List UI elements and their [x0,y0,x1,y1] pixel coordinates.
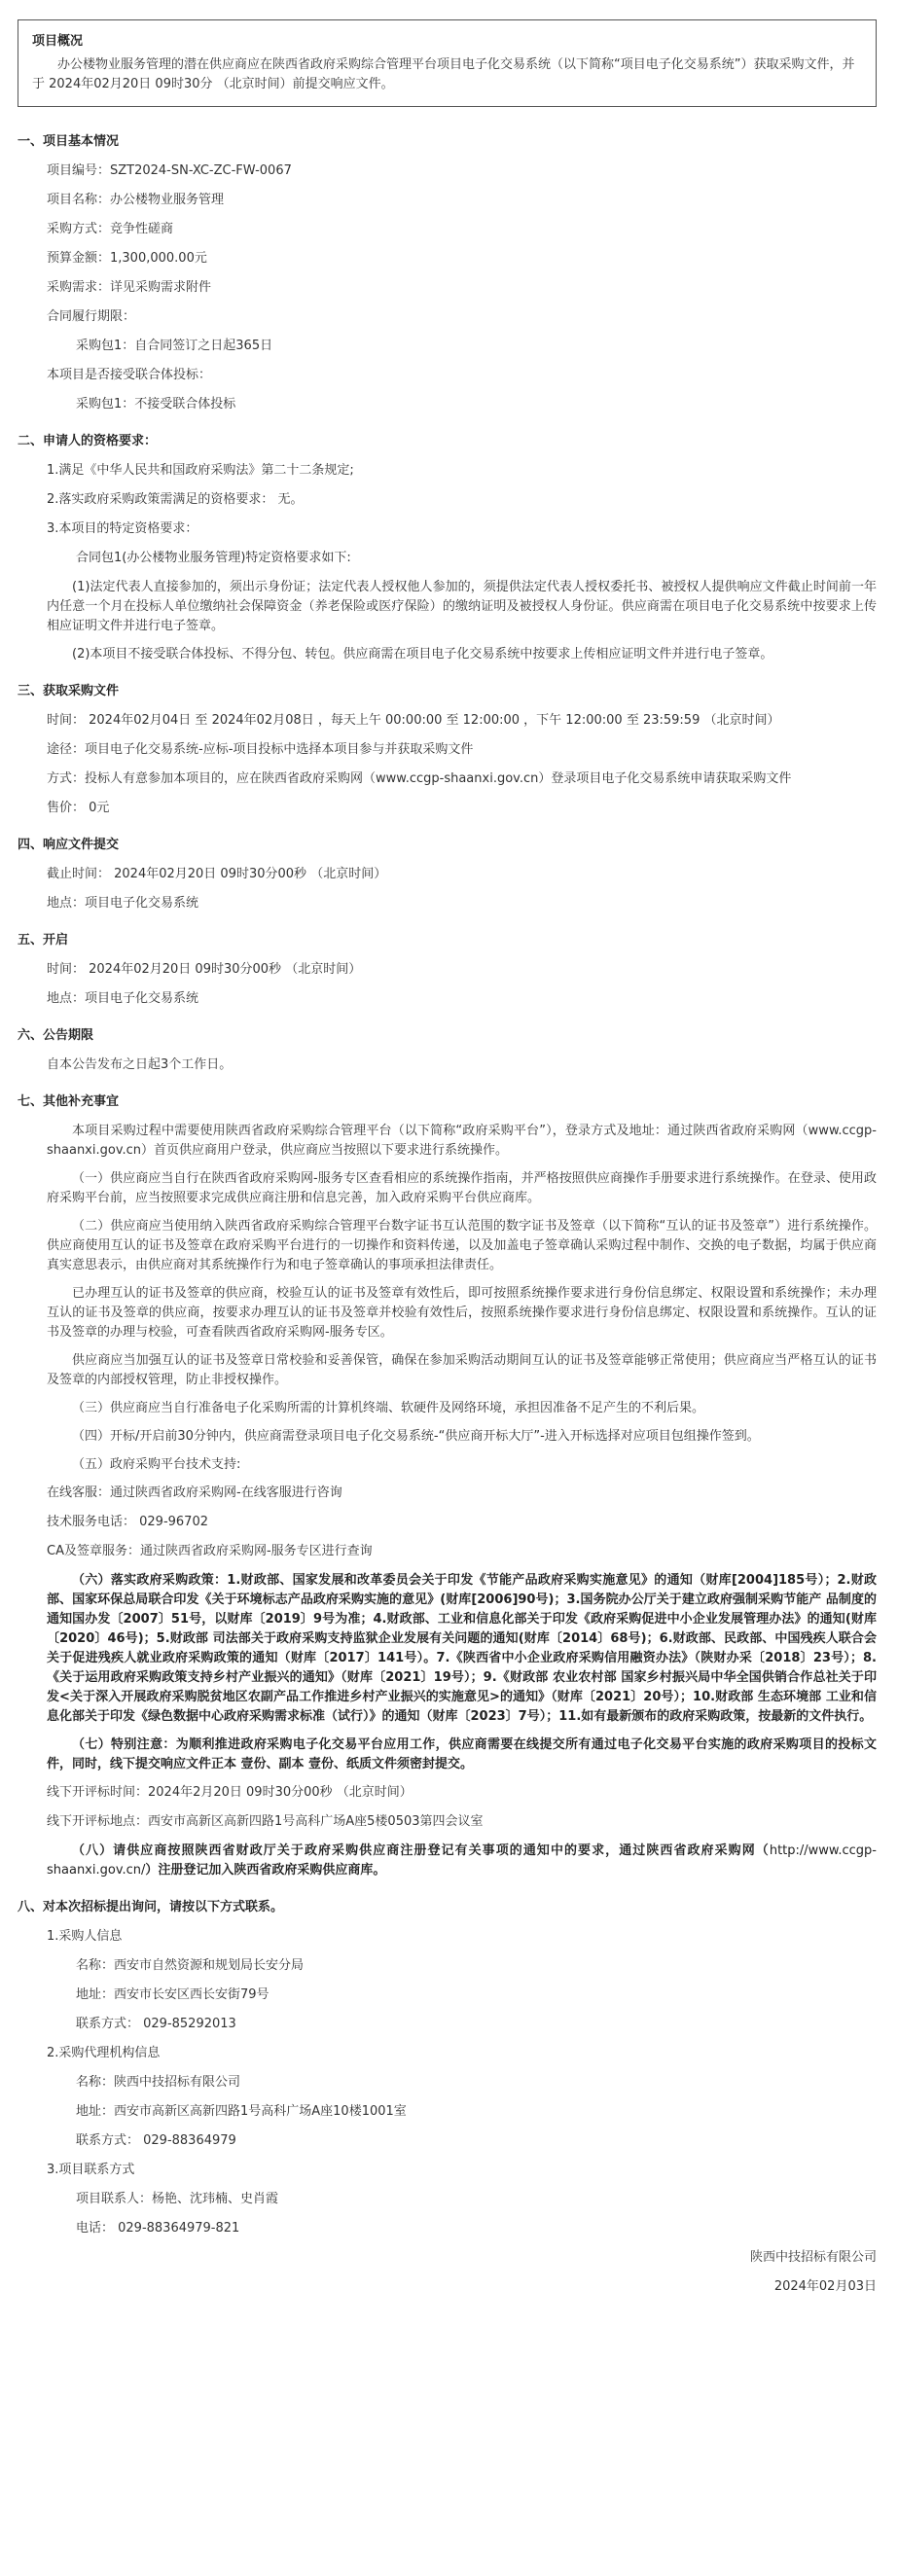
signature-company: 陕西中技招标有限公司 [749,2250,877,2265]
register-text-a: （八）请供应商按照陕西省财政厅关于政府采购供应商注册登记有关事项的通知中的要求，通过陕西省政府采购网（ [72,1843,770,1858]
register-link[interactable]: http://www.ccgp-shaanxi.gov.cn/ [47,1843,877,1878]
other-para-3: （三）供应商应当自行准备电子化采购所需的计算机终端、软硬件及网络环境，承担因准备不足产生的不利后果。 [72,1401,705,1415]
package-joint-bid: 采购包1：不接受联合体投标 [76,397,236,411]
opening-place: 地点：项目电子化交易系统 [47,991,199,1006]
other-para-2a: 已办理互认的证书及签章的供应商，校验互认的证书及签章有效性后，即可按照系统操作要求进行身份信息绑定、权限设置和系统操作；未办理互认的证书及签章的供应商，按要求办理互认的证书及签章并校验有效性后，按照系统操作要求进行身份信息绑定、权限设置和系统操作。互认的证书及签章的办理与校验，可查看陕西省政府采购网-服务专区。 [47,1286,877,1340]
budget-amount: 预算金额：1,300,000.00元 [47,251,207,266]
other-para-1: （一）供应商应当自行在陕西省政府采购网-服务专区查看相应的系统操作指南，并严格按照供应商操作手册要求进行系统操作。在登录、使用政府采购平台前，应当按照要求完成供应商注册和信息完善，加入政府采购平台供应商库。 [47,1171,877,1205]
project-contact-phone: 电话： 029-88364979-821 [76,2221,240,2236]
purchaser-info-heading: 1.采购人信息 [47,1929,123,1944]
other-para-intro: 本项目采购过程中需要使用陕西省政府采购综合管理平台（以下简称“政府采购平台”），登录方式及地址：通过陕西省政府采购网（www.ccgp-shaanxi.gov.cn）首页供应商用户登录，供应商应当按照以下要求进行系统操作。 [47,1124,877,1158]
package-qualification-label: 合同包1(办公楼物业服务管理)特定资格要求如下: [76,551,351,565]
qualification-para-2: (2)本项目不接受联合体投标、不得分包、转包。供应商需在项目电子化交易系统中按要求上传相应证明文件并进行电子签章。 [72,647,773,662]
other-para-4: （四）开标/开启前30分钟内，供应商需登录项目电子化交易系统-“供应商开标大厅”-进入开标选择对应项目包组操作签到。 [72,1429,760,1444]
project-overview-box [18,19,877,107]
section-basic-info-title: 一、项目基本情况 [18,134,120,149]
overview-title: 项目概况 [32,34,84,49]
project-contact-persons: 项目联系人：杨艳、沈玮楠、史肖霞 [76,2192,279,2206]
package-period: 采购包1：自合同签订之日起365日 [76,339,273,353]
other-para-2: （二）供应商应当使用纳入陕西省政府采购综合管理平台数字证书互认范围的数字证书及签章（以下简称“互认的证书及签章”）进行系统操作。供应商使用互认的证书及签章在政府采购平台进行的一切操作和资料传递，以及加盖电子签章确认采购过程中制作、交换的电子数据，均属于供应商真实意思表示，由供应商对其系统操作行为和电子签章确认的事项承担法律责任。 [47,1219,877,1272]
other-para-2b: 供应商应当加强互认的证书及签章日常校验和妥善保管，确保在参加采购活动期间互认的证书及签章能够正常使用；供应商应当严格互认的证书及签章的内部授权管理，防止非授权操作。 [47,1353,877,1387]
other-para-7-notice: （七）特别注意：为顺利推进政府采购电子化交易平台应用工作，供应商需要在线提交所有通过电子化交易平台实施的政府采购项目的投标文件，同时，线下提交响应文件正本 壹份、副本 壹份、纸质文件须密封提交。 [47,1737,877,1771]
qualification-para-1: (1)法定代表人直接参加的，须出示身份证；法定代表人授权他人参加的，须提供法定代表人授权委托书、被授权人提供响应文件截止时间前一年内任意一个月在投标人单位缴纳社会保障资金（养老保险或医疗保险）的缴纳证明及被授权人身份证。供应商需在项目电子化交易系统中按要求上传相应证明文件并进行电子签章。 [47,580,877,633]
other-para-6-policy: （六）落实政府采购政策：1.财政部、国家发展和改革委员会关于印发《节能产品政府采购实施意见》的通知（财库[2004]185号）；2.财政部、国家环保总局联合印发《关于环境标志产品政府采购实施的意见》(财库[2006]90号)；3.国务院办公厅关于建立政府强制采购节能产 品制度的通知国办发〔2007〕51号，以财库〔2019〕9号为准；4.财政部、工业和信息化部关于印发《政府采购促进中小企业发展管理办法》的通知(财库〔2020〕46号)；5.财政部 司法部关于政府采购支持监狱企业发展有关问题的通知(财库〔2014〕68号)；6.财政部、民政部、中国残疾人联合会关于促进残疾人就业政府采购政策的通知（财库〔2017〕141号）。7.《陕西省中小企业政府采购信用融资办法》（陕财办采〔2018〕23号）；8.《关于运用政府采购政策支持乡村产业振兴的通知》（财库〔2021〕19号）；9.《财政部 农业农村部 国家乡村振兴局中华全国供销合作总社关于印发<关于深入开展政府采购脱贫地区农副产品工作推进乡村产业振兴的实施意见>的通知》（财库〔2021〕20号）；10.财政部 生态环境部 工业和信息化部关于印发《绿色数据中心政府采购需求标准（试行）》的通知（财库〔2023〕7号）；11.如有最新颁布的政府采购政策，按最新的文件执行。 [47,1573,877,1724]
other-para-8-register [18,1842,877,1880]
opening-time: 时间： 2024年02月20日 09时30分00秒 （北京时间） [47,962,362,977]
submission-deadline: 截止时间： 2024年02月20日 09时30分00秒 （北京时间） [47,867,387,881]
project-contact-heading: 3.项目联系方式 [47,2163,135,2177]
signature-date: 2024年02月03日 [773,2279,877,2294]
section-notice-period-title: 六、公告期限 [18,1028,94,1043]
purchaser-address: 地址：西安市长安区西长安街79号 [76,1987,269,2002]
offline-open-place: 线下开评标地点：西安市高新区高新四路1号高科广场A座5楼0503第四会议室 [47,1814,484,1829]
agency-contact: 联系方式： 029-88364979 [76,2133,236,2148]
contract-period-label: 合同履行期限： [47,309,136,324]
overview-text: 办公楼物业服务管理的潜在供应商应在陕西省政府采购综合管理平台项目电子化交易系统（以下简称“项目电子化交易系统”）获取采购文件，并于 2024年02月20日 09时30分 （北京时间）前提交响应文件。 [32,57,855,91]
project-number: 项目编号：SZT2024-SN-XC-ZC-FW-0067 [47,163,292,178]
section-contact-title: 八、对本次招标提出询问，请按以下方式联系。 [18,1900,284,1914]
qualification-item-3: 3.本项目的特定资格要求： [47,521,198,536]
procurement-demand: 采购需求：详见采购需求附件 [47,280,212,295]
purchaser-name: 名称：西安市自然资源和规划局长安分局 [76,1958,305,1973]
notice-period-text: 自本公告发布之日起3个工作日。 [47,1057,233,1072]
section-obtain-docs-title: 三、获取采购文件 [18,684,120,698]
section-submission-title: 四、响应文件提交 [18,838,120,852]
submission-place: 地点：项目电子化交易系统 [47,896,199,911]
joint-bid-label: 本项目是否接受联合体投标： [47,368,212,382]
other-para-5: （五）政府采购平台技术支持: [72,1457,241,1472]
offline-open-time: 线下开评标时间：2024年2月20日 09时30分00秒 （北京时间） [47,1785,413,1800]
project-name: 项目名称：办公楼物业服务管理 [47,193,225,207]
obtain-price: 售价： 0元 [47,801,110,815]
register-text-b: ）注册登记加入陕西省政府采购供应商库。 [145,1863,386,1878]
support-ca: CA及签章服务：通过陕西省政府采购网-服务专区进行查询 [47,1544,373,1558]
support-online: 在线客服：通过陕西省政府采购网-在线客服进行咨询 [47,1485,342,1500]
support-phone: 技术服务电话： 029-96702 [47,1515,208,1529]
section-qualification-title: 二、申请人的资格要求： [18,434,158,448]
agency-address: 地址：西安市高新区高新四路1号高科广场A座10楼1001室 [76,2104,407,2119]
agency-info-heading: 2.采购代理机构信息 [47,2046,161,2060]
obtain-method: 方式：投标人有意参加本项目的，应在陕西省政府采购网（www.ccgp-shaanxi.gov.cn）登录项目电子化交易系统申请获取采购文件 [47,771,792,786]
obtain-route: 途径：项目电子化交易系统-应标-项目投标中选择本项目参与并获取采购文件 [47,742,474,757]
purchaser-contact: 联系方式： 029-85292013 [76,2017,236,2031]
agency-name: 名称：陕西中技招标有限公司 [76,2075,241,2090]
section-other-matters-title: 七、其他补充事宜 [18,1094,120,1109]
qualification-item-1: 1.满足《中华人民共和国政府采购法》第二十二条规定; [47,463,354,478]
obtain-time: 时间： 2024年02月04日 至 2024年02月08日 ，每天上午 00:00:00 至 12:00:00 ，下午 12:00:00 至 23:59:59 （北京时间） [47,713,780,728]
qualification-item-2: 2.落实政府采购政策需满足的资格要求： 无。 [47,492,304,507]
section-opening-title: 五、开启 [18,933,69,948]
procurement-method: 采购方式：竞争性磋商 [47,222,174,236]
